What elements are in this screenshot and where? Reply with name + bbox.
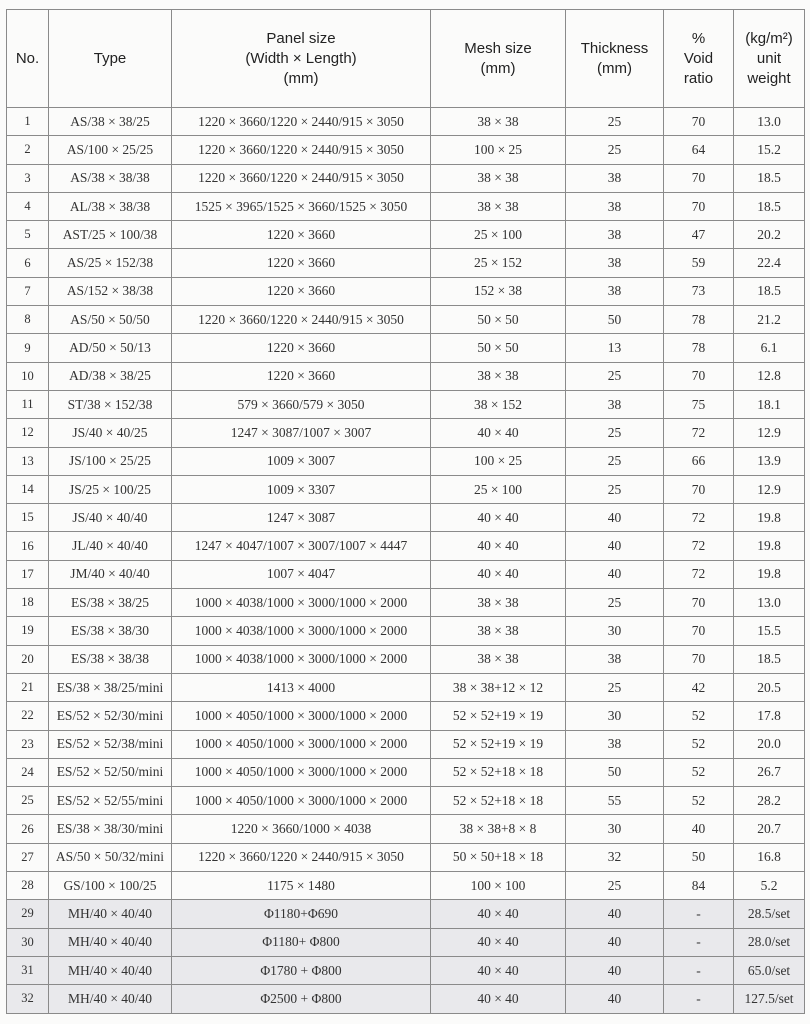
table-row — [7, 419, 805, 447]
row-unit-weight: 13.0 — [734, 589, 805, 617]
row-panel-size: 1000 × 4050/1000 × 3000/1000 × 2000 — [172, 730, 431, 758]
row-thickness: 25 — [566, 108, 664, 136]
row-thickness: 40 — [566, 900, 664, 928]
row-void-ratio: 72 — [664, 419, 734, 447]
row-panel-size: 1009 × 3007 — [172, 447, 431, 475]
row-unit-weight: 19.8 — [734, 560, 805, 588]
row-unit-weight: 65.0/set — [734, 956, 805, 984]
row-thickness: 25 — [566, 872, 664, 900]
header-void-ratio: % Void ratio — [664, 10, 734, 108]
row-mesh-size: 38 × 38 — [431, 645, 566, 673]
row-number: 22 — [7, 702, 49, 730]
row-mesh-size: 100 × 100 — [431, 872, 566, 900]
row-unit-weight: 13.9 — [734, 447, 805, 475]
row-void-ratio: 70 — [664, 617, 734, 645]
row-type: AS/50 × 50/32/mini — [49, 843, 172, 871]
row-panel-size: 1247 × 4047/1007 × 3007/1007 × 4447 — [172, 532, 431, 560]
row-void-ratio: 84 — [664, 872, 734, 900]
table-row — [7, 589, 805, 617]
row-unit-weight: 18.5 — [734, 164, 805, 192]
row-panel-size: 579 × 3660/579 × 3050 — [172, 390, 431, 418]
row-unit-weight: 12.8 — [734, 362, 805, 390]
row-thickness: 25 — [566, 419, 664, 447]
row-thickness: 25 — [566, 362, 664, 390]
row-thickness: 30 — [566, 617, 664, 645]
row-mesh-size: 100 × 25 — [431, 447, 566, 475]
row-thickness: 50 — [566, 758, 664, 786]
table-row — [7, 334, 805, 362]
row-type: MH/40 × 40/40 — [49, 900, 172, 928]
table-row — [7, 645, 805, 673]
row-panel-size: Φ2500 + Φ800 — [172, 985, 431, 1013]
row-type: ES/52 × 52/55/mini — [49, 787, 172, 815]
table-row — [7, 787, 805, 815]
row-type: ES/38 × 38/30 — [49, 617, 172, 645]
row-panel-size: 1220 × 3660 — [172, 334, 431, 362]
row-thickness: 25 — [566, 447, 664, 475]
row-panel-size: 1220 × 3660/1220 × 2440/915 × 3050 — [172, 108, 431, 136]
row-number: 12 — [7, 419, 49, 447]
row-type: AL/38 × 38/38 — [49, 192, 172, 220]
row-thickness: 32 — [566, 843, 664, 871]
row-unit-weight: 21.2 — [734, 306, 805, 334]
row-thickness: 13 — [566, 334, 664, 362]
table-row — [7, 306, 805, 334]
row-number: 6 — [7, 249, 49, 277]
row-number: 21 — [7, 673, 49, 701]
row-mesh-size: 50 × 50+18 × 18 — [431, 843, 566, 871]
row-panel-size: 1175 × 1480 — [172, 872, 431, 900]
row-panel-size: 1000 × 4038/1000 × 3000/1000 × 2000 — [172, 617, 431, 645]
row-panel-size: Φ1180+ Φ800 — [172, 928, 431, 956]
row-unit-weight: 28.5/set — [734, 900, 805, 928]
row-mesh-size: 38 × 152 — [431, 390, 566, 418]
row-thickness: 40 — [566, 504, 664, 532]
row-thickness: 38 — [566, 390, 664, 418]
row-number: 32 — [7, 985, 49, 1013]
row-mesh-size: 25 × 100 — [431, 475, 566, 503]
row-void-ratio: 66 — [664, 447, 734, 475]
row-panel-size: 1220 × 3660 — [172, 221, 431, 249]
row-panel-size: 1000 × 4038/1000 × 3000/1000 × 2000 — [172, 645, 431, 673]
table-row — [7, 758, 805, 786]
row-mesh-size: 100 × 25 — [431, 136, 566, 164]
row-thickness: 38 — [566, 730, 664, 758]
row-mesh-size: 40 × 40 — [431, 560, 566, 588]
row-mesh-size: 38 × 38 — [431, 589, 566, 617]
row-void-ratio: 40 — [664, 815, 734, 843]
table-row — [7, 928, 805, 956]
row-number: 20 — [7, 645, 49, 673]
table-row — [7, 249, 805, 277]
header-no: No. — [7, 10, 49, 108]
row-panel-size: Φ1180+Φ690 — [172, 900, 431, 928]
table-row — [7, 843, 805, 871]
row-unit-weight: 16.8 — [734, 843, 805, 871]
row-void-ratio: 64 — [664, 136, 734, 164]
row-void-ratio: 73 — [664, 277, 734, 305]
table-row — [7, 362, 805, 390]
row-unit-weight: 19.8 — [734, 504, 805, 532]
row-void-ratio: 52 — [664, 730, 734, 758]
row-thickness: 38 — [566, 164, 664, 192]
row-void-ratio: 72 — [664, 560, 734, 588]
row-thickness: 30 — [566, 702, 664, 730]
row-type: ES/38 × 38/25/mini — [49, 673, 172, 701]
row-mesh-size: 50 × 50 — [431, 306, 566, 334]
row-thickness: 40 — [566, 532, 664, 560]
row-void-ratio: - — [664, 900, 734, 928]
table-row — [7, 702, 805, 730]
row-type: ES/52 × 52/30/mini — [49, 702, 172, 730]
row-mesh-size: 40 × 40 — [431, 532, 566, 560]
table-row — [7, 532, 805, 560]
row-void-ratio: 50 — [664, 843, 734, 871]
row-thickness: 50 — [566, 306, 664, 334]
row-mesh-size: 52 × 52+19 × 19 — [431, 730, 566, 758]
row-type: ES/38 × 38/25 — [49, 589, 172, 617]
row-type: JS/25 × 100/25 — [49, 475, 172, 503]
row-void-ratio: 70 — [664, 164, 734, 192]
row-number: 7 — [7, 277, 49, 305]
row-mesh-size: 38 × 38 — [431, 164, 566, 192]
row-type: JS/100 × 25/25 — [49, 447, 172, 475]
row-type: AS/50 × 50/50 — [49, 306, 172, 334]
row-panel-size: 1009 × 3307 — [172, 475, 431, 503]
row-mesh-size: 52 × 52+18 × 18 — [431, 758, 566, 786]
row-unit-weight: 127.5/set — [734, 985, 805, 1013]
table-row — [7, 390, 805, 418]
row-panel-size: 1000 × 4050/1000 × 3000/1000 × 2000 — [172, 702, 431, 730]
row-number: 4 — [7, 192, 49, 220]
row-type: MH/40 × 40/40 — [49, 985, 172, 1013]
table-row — [7, 164, 805, 192]
row-mesh-size: 40 × 40 — [431, 956, 566, 984]
row-mesh-size: 40 × 40 — [431, 504, 566, 532]
specification-table — [6, 9, 805, 1014]
table-row — [7, 956, 805, 984]
row-type: AST/25 × 100/38 — [49, 221, 172, 249]
row-number: 14 — [7, 475, 49, 503]
row-number: 11 — [7, 390, 49, 418]
row-unit-weight: 13.0 — [734, 108, 805, 136]
row-mesh-size: 40 × 40 — [431, 985, 566, 1013]
row-thickness: 25 — [566, 475, 664, 503]
row-number: 1 — [7, 108, 49, 136]
row-void-ratio: 70 — [664, 362, 734, 390]
row-void-ratio: - — [664, 928, 734, 956]
header-thickness: Thickness (mm) — [566, 10, 664, 108]
row-unit-weight: 6.1 — [734, 334, 805, 362]
row-mesh-size: 38 × 38 — [431, 362, 566, 390]
row-thickness: 25 — [566, 136, 664, 164]
row-void-ratio: 52 — [664, 787, 734, 815]
row-number: 30 — [7, 928, 49, 956]
row-type: JM/40 × 40/40 — [49, 560, 172, 588]
row-number: 31 — [7, 956, 49, 984]
row-void-ratio: 78 — [664, 306, 734, 334]
row-panel-size: 1525 × 3965/1525 × 3660/1525 × 3050 — [172, 192, 431, 220]
table-row — [7, 277, 805, 305]
row-void-ratio: 78 — [664, 334, 734, 362]
row-thickness: 40 — [566, 560, 664, 588]
row-thickness: 38 — [566, 277, 664, 305]
table-row — [7, 673, 805, 701]
row-panel-size: 1413 × 4000 — [172, 673, 431, 701]
row-mesh-size: 52 × 52+18 × 18 — [431, 787, 566, 815]
table-row — [7, 985, 805, 1013]
row-panel-size: 1247 × 3087/1007 × 3007 — [172, 419, 431, 447]
row-number: 27 — [7, 843, 49, 871]
row-void-ratio: 72 — [664, 504, 734, 532]
row-mesh-size: 52 × 52+19 × 19 — [431, 702, 566, 730]
row-type: AS/152 × 38/38 — [49, 277, 172, 305]
row-panel-size: 1220 × 3660/1220 × 2440/915 × 3050 — [172, 843, 431, 871]
row-type: ES/52 × 52/38/mini — [49, 730, 172, 758]
row-panel-size: Φ1780 + Φ800 — [172, 956, 431, 984]
row-number: 18 — [7, 589, 49, 617]
row-number: 9 — [7, 334, 49, 362]
row-thickness: 38 — [566, 221, 664, 249]
row-type: GS/100 × 100/25 — [49, 872, 172, 900]
row-void-ratio: 70 — [664, 475, 734, 503]
row-number: 15 — [7, 504, 49, 532]
row-mesh-size: 38 × 38 — [431, 617, 566, 645]
row-mesh-size: 25 × 152 — [431, 249, 566, 277]
row-thickness: 30 — [566, 815, 664, 843]
row-unit-weight: 20.5 — [734, 673, 805, 701]
table-row — [7, 192, 805, 220]
row-thickness: 38 — [566, 645, 664, 673]
row-type: MH/40 × 40/40 — [49, 928, 172, 956]
table-row — [7, 447, 805, 475]
row-type: AD/38 × 38/25 — [49, 362, 172, 390]
row-void-ratio: 70 — [664, 108, 734, 136]
row-thickness: 40 — [566, 956, 664, 984]
row-number: 3 — [7, 164, 49, 192]
row-unit-weight: 20.2 — [734, 221, 805, 249]
row-panel-size: 1000 × 4050/1000 × 3000/1000 × 2000 — [172, 787, 431, 815]
row-panel-size: 1220 × 3660/1220 × 2440/915 × 3050 — [172, 306, 431, 334]
table-row — [7, 872, 805, 900]
row-panel-size: 1247 × 3087 — [172, 504, 431, 532]
row-number: 23 — [7, 730, 49, 758]
row-void-ratio: 72 — [664, 532, 734, 560]
row-void-ratio: 52 — [664, 758, 734, 786]
row-type: AS/100 × 25/25 — [49, 136, 172, 164]
row-type: AS/25 × 152/38 — [49, 249, 172, 277]
row-thickness: 38 — [566, 192, 664, 220]
row-type: AS/38 × 38/38 — [49, 164, 172, 192]
row-thickness: 38 — [566, 249, 664, 277]
row-number: 2 — [7, 136, 49, 164]
row-mesh-size: 152 × 38 — [431, 277, 566, 305]
table-row — [7, 108, 805, 136]
row-unit-weight: 17.8 — [734, 702, 805, 730]
row-unit-weight: 15.2 — [734, 136, 805, 164]
row-void-ratio: 70 — [664, 192, 734, 220]
row-void-ratio: - — [664, 956, 734, 984]
row-number: 5 — [7, 221, 49, 249]
table-row — [7, 617, 805, 645]
row-mesh-size: 38 × 38 — [431, 192, 566, 220]
row-type: ST/38 × 152/38 — [49, 390, 172, 418]
row-unit-weight: 18.5 — [734, 645, 805, 673]
row-panel-size: 1007 × 4047 — [172, 560, 431, 588]
row-thickness: 25 — [566, 673, 664, 701]
row-unit-weight: 18.5 — [734, 192, 805, 220]
row-unit-weight: 28.0/set — [734, 928, 805, 956]
row-thickness: 40 — [566, 928, 664, 956]
row-type: JS/40 × 40/40 — [49, 504, 172, 532]
row-panel-size: 1000 × 4038/1000 × 3000/1000 × 2000 — [172, 589, 431, 617]
row-type: JL/40 × 40/40 — [49, 532, 172, 560]
row-mesh-size: 38 × 38+12 × 12 — [431, 673, 566, 701]
table-body — [7, 108, 805, 1014]
row-panel-size: 1220 × 3660 — [172, 277, 431, 305]
row-unit-weight: 5.2 — [734, 872, 805, 900]
row-unit-weight: 18.1 — [734, 390, 805, 418]
row-type: AD/50 × 50/13 — [49, 334, 172, 362]
row-type: AS/38 × 38/25 — [49, 108, 172, 136]
table-row — [7, 900, 805, 928]
row-mesh-size: 40 × 40 — [431, 419, 566, 447]
row-number: 28 — [7, 872, 49, 900]
table-row — [7, 560, 805, 588]
header-type: Type — [49, 10, 172, 108]
row-void-ratio: 52 — [664, 702, 734, 730]
row-void-ratio: - — [664, 985, 734, 1013]
table-row — [7, 504, 805, 532]
row-unit-weight: 26.7 — [734, 758, 805, 786]
row-type: MH/40 × 40/40 — [49, 956, 172, 984]
row-number: 16 — [7, 532, 49, 560]
row-panel-size: 1000 × 4050/1000 × 3000/1000 × 2000 — [172, 758, 431, 786]
row-thickness: 55 — [566, 787, 664, 815]
table-row — [7, 221, 805, 249]
row-unit-weight: 12.9 — [734, 419, 805, 447]
row-void-ratio: 70 — [664, 645, 734, 673]
row-number: 24 — [7, 758, 49, 786]
row-unit-weight: 28.2 — [734, 787, 805, 815]
table-row — [7, 815, 805, 843]
row-panel-size: 1220 × 3660 — [172, 362, 431, 390]
row-number: 17 — [7, 560, 49, 588]
row-panel-size: 1220 × 3660/1000 × 4038 — [172, 815, 431, 843]
row-void-ratio: 59 — [664, 249, 734, 277]
row-void-ratio: 75 — [664, 390, 734, 418]
row-type: ES/38 × 38/30/mini — [49, 815, 172, 843]
header-row — [7, 10, 805, 108]
row-unit-weight: 15.5 — [734, 617, 805, 645]
row-unit-weight: 12.9 — [734, 475, 805, 503]
row-panel-size: 1220 × 3660/1220 × 2440/915 × 3050 — [172, 164, 431, 192]
header-mesh-size: Mesh size (mm) — [431, 10, 566, 108]
row-unit-weight: 18.5 — [734, 277, 805, 305]
row-type: ES/38 × 38/38 — [49, 645, 172, 673]
row-void-ratio: 70 — [664, 589, 734, 617]
row-thickness: 25 — [566, 589, 664, 617]
header-unit-weight: (kg/m²) unit weight — [734, 10, 805, 108]
row-number: 29 — [7, 900, 49, 928]
row-number: 8 — [7, 306, 49, 334]
row-unit-weight: 22.4 — [734, 249, 805, 277]
row-void-ratio: 47 — [664, 221, 734, 249]
table-row — [7, 730, 805, 758]
row-unit-weight: 19.8 — [734, 532, 805, 560]
row-mesh-size: 25 × 100 — [431, 221, 566, 249]
row-type: JS/40 × 40/25 — [49, 419, 172, 447]
table-row — [7, 475, 805, 503]
row-thickness: 40 — [566, 985, 664, 1013]
row-mesh-size: 40 × 40 — [431, 900, 566, 928]
row-number: 10 — [7, 362, 49, 390]
row-mesh-size: 38 × 38 — [431, 108, 566, 136]
row-mesh-size: 38 × 38+8 × 8 — [431, 815, 566, 843]
row-number: 26 — [7, 815, 49, 843]
row-type: ES/52 × 52/50/mini — [49, 758, 172, 786]
row-unit-weight: 20.0 — [734, 730, 805, 758]
row-void-ratio: 42 — [664, 673, 734, 701]
row-unit-weight: 20.7 — [734, 815, 805, 843]
row-panel-size: 1220 × 3660/1220 × 2440/915 × 3050 — [172, 136, 431, 164]
table-row — [7, 136, 805, 164]
header-panel-size: Panel size (Width × Length) (mm) — [172, 10, 431, 108]
row-number: 13 — [7, 447, 49, 475]
row-panel-size: 1220 × 3660 — [172, 249, 431, 277]
row-number: 19 — [7, 617, 49, 645]
row-mesh-size: 40 × 40 — [431, 928, 566, 956]
row-mesh-size: 50 × 50 — [431, 334, 566, 362]
row-number: 25 — [7, 787, 49, 815]
